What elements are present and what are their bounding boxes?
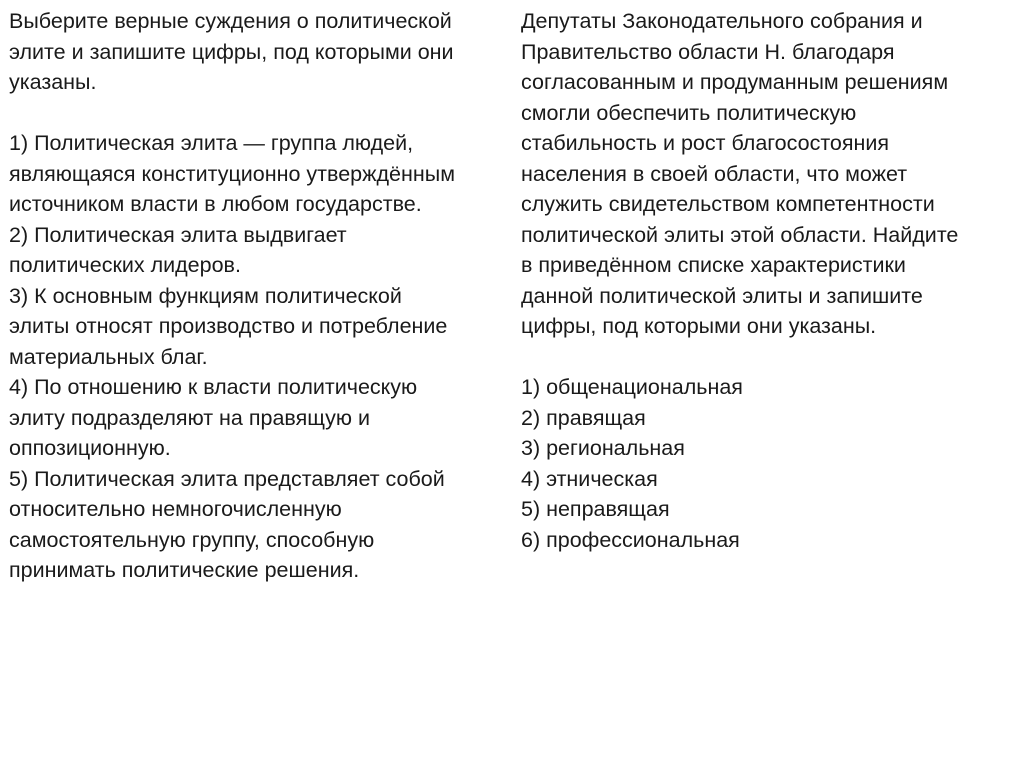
right-task-column (521, 6, 1011, 555)
left-statement-4: 4) По отношению к власти политическую элиту подразделяют на правящую и оппозиционную. (9, 375, 418, 460)
right-option-3: 3) региональная (521, 436, 685, 460)
left-statement-1: 1) Политическая элита — группа людей, являющаяся конституционно утверждённым источником власти в любом государстве. (9, 131, 455, 216)
left-task-column (9, 6, 509, 586)
paragraph-gap (521, 342, 1011, 373)
paragraph-gap (9, 98, 509, 129)
right-option-5: 5) неправящая (521, 497, 670, 521)
right-option-2: 2) правящая (521, 405, 646, 430)
left-statement-2: 2) Политическая элита выдвигает политических лидеров. (9, 222, 347, 277)
right-option-1: 1) общенациональная (521, 375, 743, 399)
right-option-4: 4) этническая (521, 466, 658, 491)
right-option-6: 6) профессиональная (521, 527, 740, 552)
right-task-prompt: Депутаты Законодательного собрания и Правительство области Н. благодаря согласованным и продуманным решениям смогли обеспечить политическую стабильность и рост благосостояния населения в своей области, что может служить свидетельством компетентности политической элиты этой области. Найдите в приведённом списке характеристики данной политической элиты и запишите цифры, под которыми они указаны. (521, 9, 959, 338)
left-task-prompt: Выберите верные суждения о политической элите и запишите цифры, под которыми они указаны. (9, 9, 454, 94)
left-statement-3: 3) К основным функциям политической элиты относят производство и потребление материальных благ. (9, 283, 448, 369)
left-statement-5: 5) Политическая элита представляет собой относительно немногочисленную самостоятельную группу, способную принимать политические решения. (9, 466, 445, 582)
